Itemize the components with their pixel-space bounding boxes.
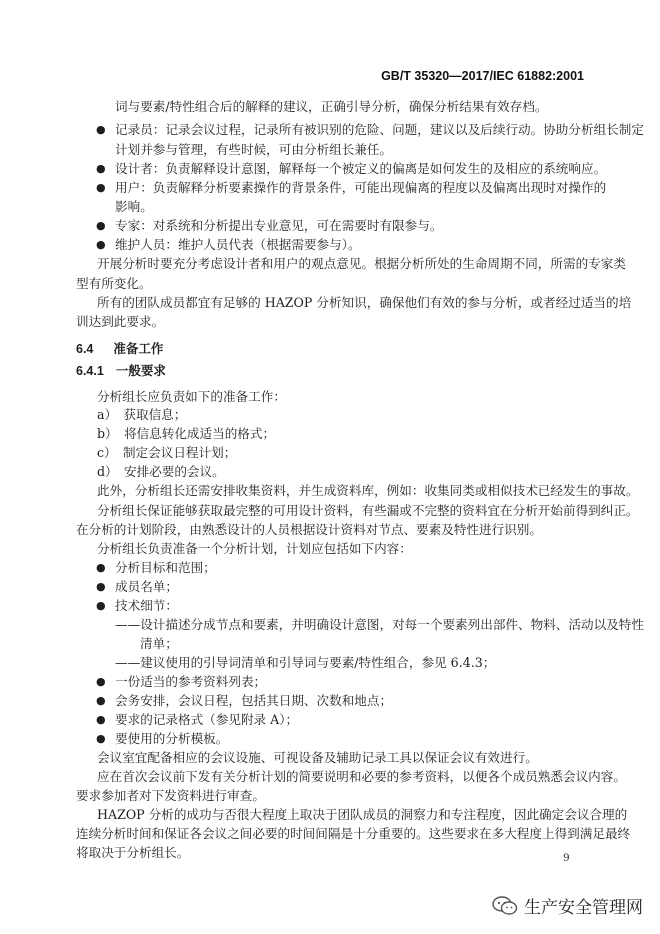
section-number: 6.4 [76,342,94,356]
text-line: 清单； [140,636,178,651]
text-line: 影响。 [115,199,153,214]
paragraph-line: 连续分析时间和保证各会议之间必要的时间间隔是十分重要的。这些要求在多大程度上得到满足最终 [76,826,631,841]
paragraph-line: HAZOP 分析的成功与否很大程度上取决于团队成员的洞察力和专注程度，因此确定会议合理的 [97,807,628,822]
paragraph-line: 训达到此要求。 [76,314,165,329]
paragraph-line: 应在首次会议前下发有关分析计划的简要说明和必要的参考资料，以便各个成员熟悉会议内容。 [97,769,626,784]
list-item-maintenance: 维护人员：维护人员代表（根据需要参与）。 [115,237,361,252]
list-item-recorder: 记录员：记录会议过程，记录所有被识别的危险、问题，建议以及后续行动。协助分析组长制定 [115,122,644,137]
bullet-icon: ● [96,675,106,688]
paragraph-line: 分析组长保证能够获取最完整的可用设计资料，有些漏或不完整的资料宜在分析开始前得到纠正。 [97,503,639,518]
bullet-icon: ● [96,238,106,251]
list-item-expert: 专家：对系统和分析提出专业意见，可在需要时有限参与。 [115,218,443,233]
list-item: 分析目标和范围； [115,560,216,575]
page-number: 9 [563,852,570,864]
dash-item: ——设计描述分成节点和要素，并明确设计意图，对每一个要素列出部件、物料、活动以及特性 [115,617,644,632]
paragraph-line: 分析组长应负责如下的准备工作： [97,389,286,404]
section-title: 准备工作 [113,342,164,356]
bullet-icon: ● [96,580,106,593]
wechat-icon [492,896,518,916]
list-item: 要求的记录格式（参见附录 A）； [115,712,299,727]
list-item: 要使用的分析模板。 [115,731,229,746]
section-heading-6-4 [76,341,163,357]
bullet-icon: ● [96,713,106,726]
bullet-icon: ● [96,181,106,194]
list-item: 成员名单； [115,579,178,594]
section-title: 一般要求 [115,364,166,378]
bullet-icon: ● [96,732,106,745]
text-line: 词与要素/特性组合后的解释的建议，正确引导分析，确保分析结果有效存档。 [115,99,548,114]
paragraph-line: 型有所变化。 [76,276,152,291]
paragraph-line: 将取决于分析组长。 [76,845,190,860]
list-item-user: 用户：负责解释分析要素操作的背景条件，可能出现偏离的程度以及偏离出现时对操作的 [115,180,607,195]
dash-item: ——建议使用的引导词清单和引导词与要素/特性组合，参见 6.4.3； [115,655,496,670]
paragraph-line: 会议室宜配备相应的会议设施、可视设备及辅助记录工具以保证会议有效进行。 [97,750,538,765]
section-number: 6.4.1 [76,364,104,378]
enum-item: b） 将信息转化成适当的格式； [97,426,276,441]
bullet-icon: ● [96,561,106,574]
bullet-icon: ● [96,219,106,232]
watermark [492,893,643,918]
enum-item: d） 安排必要的会议。 [97,464,225,479]
text-line: 计划并参与管理，有些时候，可由分析组长兼任。 [115,142,393,157]
section-heading-6-4-1 [76,363,166,379]
bullet-icon: ● [96,694,106,707]
bullet-icon: ● [96,599,106,612]
list-item: 一份适当的参考资料列表； [115,674,267,689]
list-item-designer: 设计者：负责解释设计意图，解释每一个被定义的偏离是如何发生的及相应的系统响应。 [115,161,607,176]
paragraph-line: 分析组长负责准备一个分析计划，计划应包括如下内容： [97,541,412,556]
paragraph-line: 所有的团队成员都宜有足够的 HAZOP 分析知识，确保他们有效的参与分析，或者经过适当的培 [97,295,632,310]
enum-item: a） 获取信息； [97,407,187,422]
list-item: 会务安排，会议日程，包括其日期、次数和地点； [115,693,393,708]
paragraph-line: 在分析的计划阶段，由熟悉设计的人员根据设计资料对节点、要素及特性进行识别。 [76,522,542,537]
enum-item: c） 制定会议日程计划； [97,445,237,460]
list-item: 技术细节： [115,598,178,613]
paragraph-line: 此外，分析组长还需安排收集资料，并生成资料库，例如：收集同类或相似技术已经发生的事故。 [97,483,639,498]
paragraph-line: 开展分析时要充分考虑设计者和用户的观点意见。根据分析所处的生命周期不同，所需的专家类 [97,256,626,271]
bullet-icon: ● [96,162,106,175]
standard-number-header: GB/T 35320—2017/IEC 61882:2001 [381,69,584,83]
watermark-text: 生产安全管理网 [524,898,643,918]
bullet-icon: ● [96,123,106,136]
paragraph-line: 要求参加者对下发资料进行审查。 [76,788,265,803]
